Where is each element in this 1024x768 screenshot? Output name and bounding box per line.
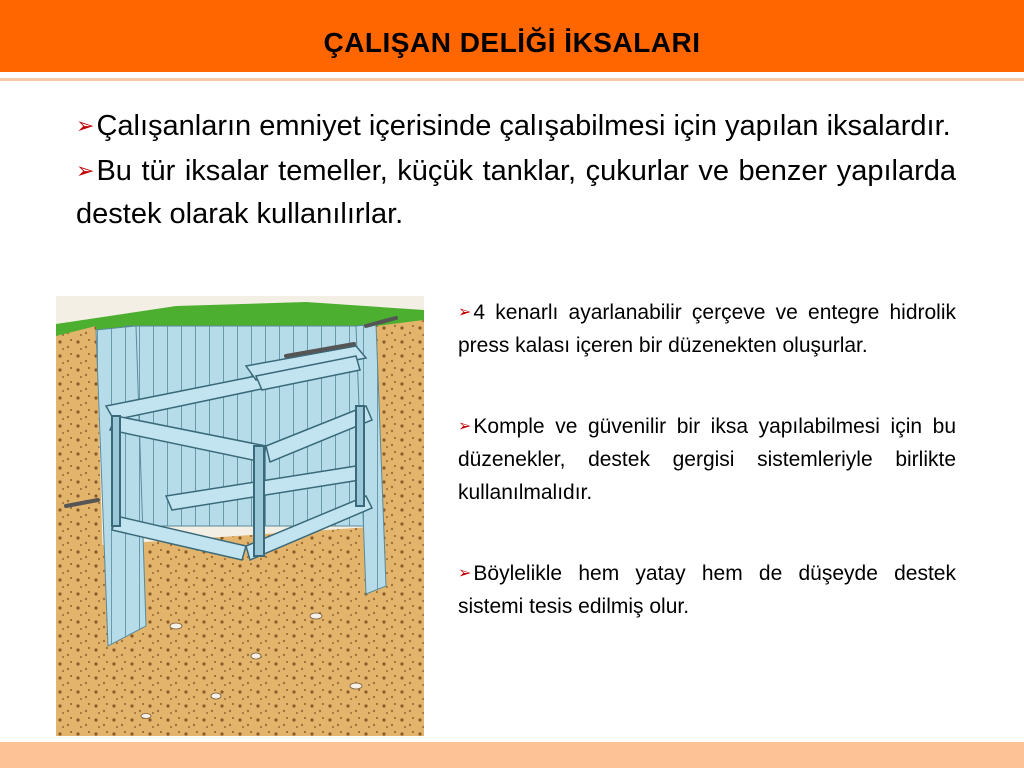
bottom-bar bbox=[0, 742, 1024, 768]
bullet-item bbox=[458, 557, 956, 623]
slide-title: ÇALIŞAN DELİĞİ İKSALARI bbox=[323, 27, 701, 58]
arrow-bullet-icon: ➢ bbox=[76, 113, 95, 138]
bullet-text: Bu tür iksalar temeller, küçük tanklar, çukurlar ve benzer yapılarda destek olarak kullanılırlar. bbox=[76, 155, 956, 230]
arrow-bullet-icon: ➢ bbox=[458, 565, 472, 582]
bullet-item bbox=[76, 149, 956, 236]
arrow-bullet-icon: ➢ bbox=[458, 418, 472, 435]
bullet-text: Çalışanların emniyet içerisinde çalışabilmesi için yapılan iksalardır. bbox=[96, 110, 951, 142]
bullet-text: Komple ve güvenilir bir iksa yapılabilmesi için bu düzenekler, destek gergisi sistemleriyle birlikte kullanılmalıdır. bbox=[458, 415, 956, 504]
bullet-item bbox=[458, 410, 956, 509]
bullet-item bbox=[458, 296, 956, 362]
top-bullet-list bbox=[76, 104, 956, 237]
arrow-bullet-icon: ➢ bbox=[458, 304, 472, 321]
trench-shoring-illustration bbox=[56, 296, 424, 736]
arrow-bullet-icon: ➢ bbox=[76, 158, 95, 183]
bullet-text: 4 kenarlı ayarlanabilir çerçeve ve entegre hidrolik press kalası içeren bir düzenekten oluşurlar. bbox=[458, 301, 956, 357]
title-bar bbox=[0, 0, 1024, 78]
bullet-item bbox=[76, 104, 956, 148]
right-bullet-list bbox=[458, 296, 956, 623]
bullet-text: Böylelikle hem yatay hem de düşeyde destek sistemi tesis edilmiş olur. bbox=[458, 562, 956, 618]
